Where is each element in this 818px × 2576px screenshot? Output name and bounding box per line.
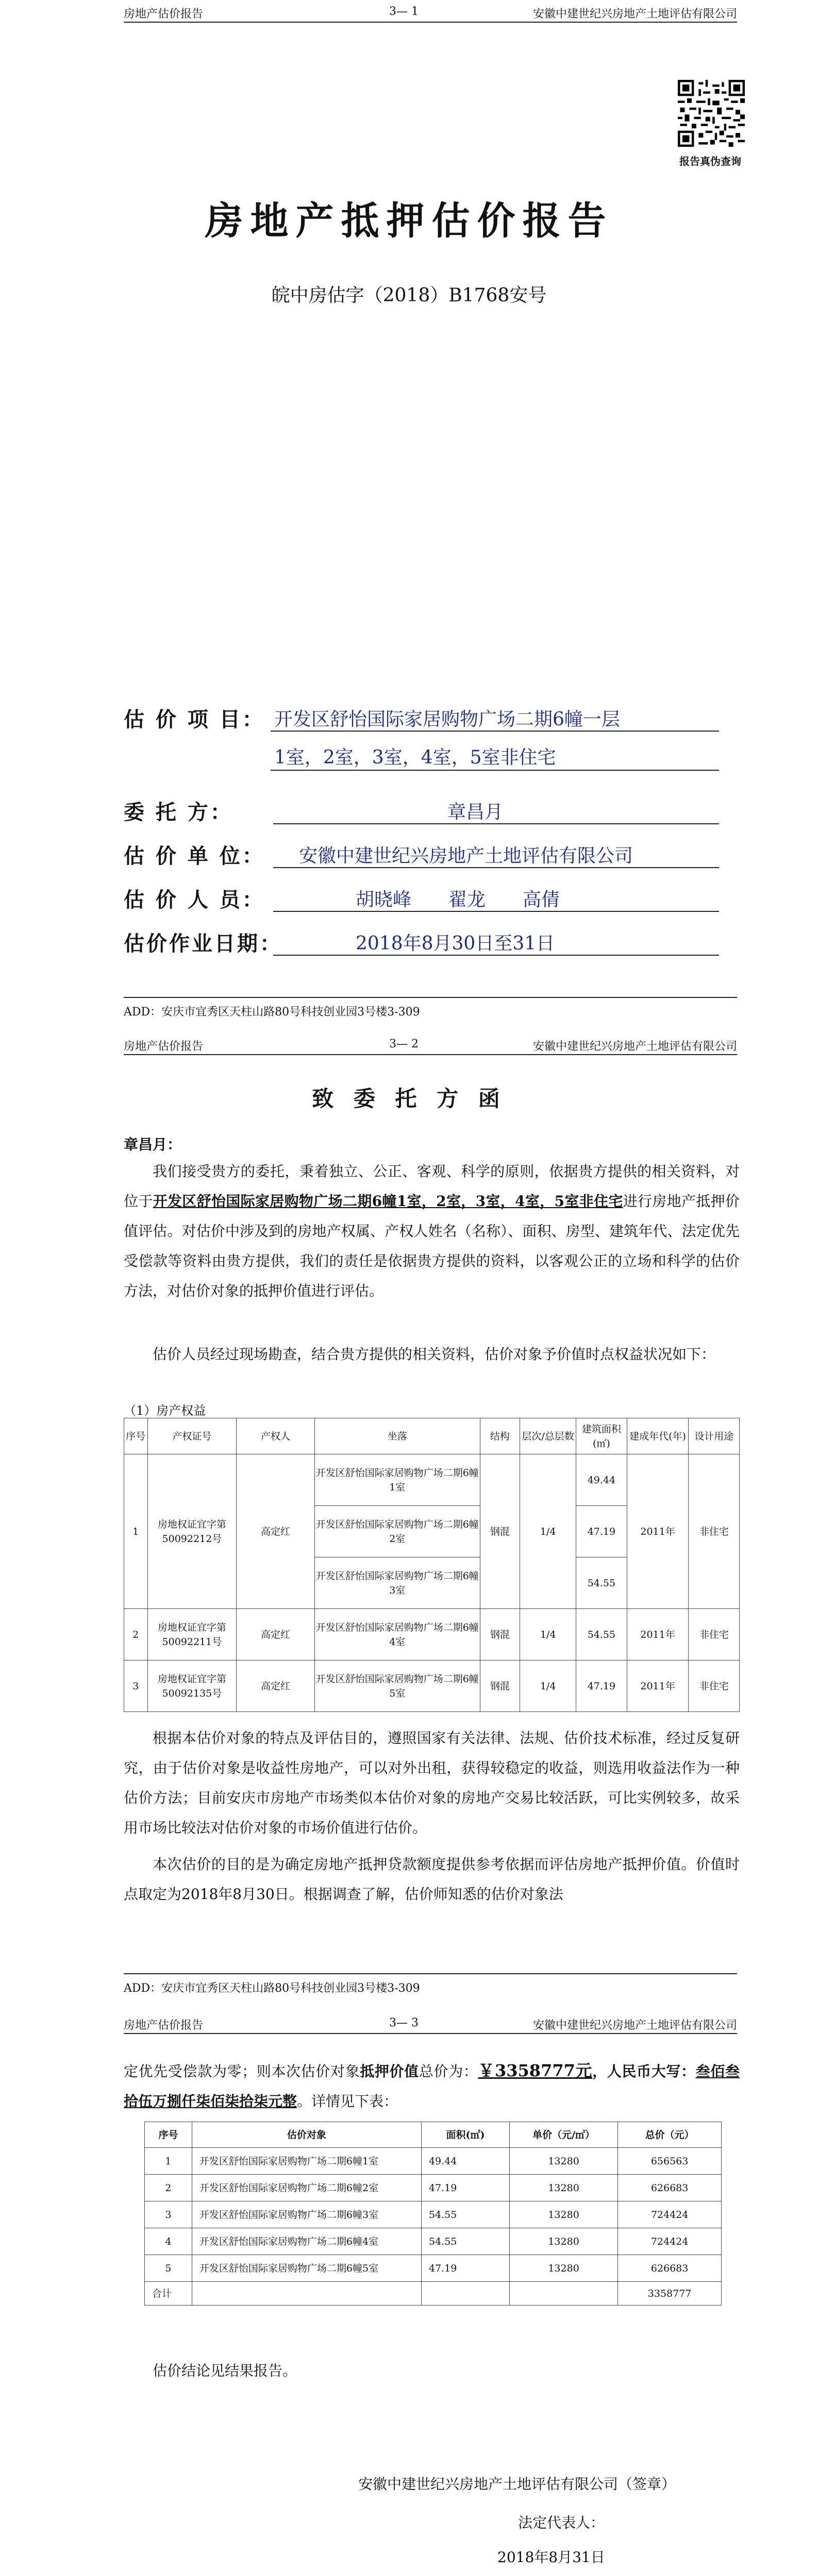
letter-title: 致 委 托 方 函 xyxy=(312,1086,506,1111)
cell-owner: 高定红 xyxy=(237,1454,315,1609)
th-use: 设计用途 xyxy=(689,1418,740,1454)
cell-no: 3 xyxy=(124,1660,148,1712)
cell-unit-price: 13280 xyxy=(510,2148,618,2175)
cell-total: 724424 xyxy=(618,2228,722,2255)
cell-total: 656563 xyxy=(618,2148,722,2175)
cell-unit-price: 13280 xyxy=(510,2201,618,2228)
letter-salutation: 章昌月： xyxy=(124,1136,182,1153)
field-value-project-2: 1室，2室，3室，4室，5室非住宅 xyxy=(274,747,556,768)
field-label-project: 估 价 项 目： xyxy=(124,707,265,732)
cell-cert: 房地权证宜字第50092212号 xyxy=(147,1454,237,1609)
cell-total: 724424 xyxy=(618,2201,722,2228)
p1-text-c: 进行房地产抵押价值评估。对估价中涉及到的房地产权属、产权人姓名（名称）、面积、房型、建筑年代、法定优先受偿款等资料由贵方提供，我们的责任是依据贵方提供的资料，以客观公正的立场和科学的估价方法，对估价对象的抵押价值进行评估。 xyxy=(124,1193,740,1299)
cell-year: 2011年 xyxy=(627,1454,689,1609)
field-label-appraiser-org: 估 价 单 位： xyxy=(124,844,265,868)
cell-area: 49.44 xyxy=(421,2148,509,2175)
underline xyxy=(273,823,719,824)
valuation-table xyxy=(144,2122,722,2306)
th-unit-price: 单价（元/㎡） xyxy=(510,2122,618,2148)
table-total-row xyxy=(145,2282,722,2306)
field-value-appraiser-org: 安徽中建世纪兴房地产土地评估有限公司 xyxy=(299,845,633,867)
qr-caption: 报告真伪查询 xyxy=(679,155,741,167)
th-area: 建筑面积(㎡) xyxy=(576,1418,627,1454)
table-row xyxy=(124,1454,740,1506)
cell-structure: 钢混 xyxy=(480,1454,520,1609)
cell-grand-total: 3358777 xyxy=(618,2282,722,2306)
field-value-appraisers: 胡晓峰 翟龙 高倩 xyxy=(356,889,560,910)
cell-area: 47.19 xyxy=(576,1506,627,1557)
cell-area: 54.55 xyxy=(421,2201,509,2228)
table-row xyxy=(124,1660,740,1712)
cell-floor: 1/4 xyxy=(520,1609,576,1660)
p5-rmb-label: ，人民币大写： xyxy=(592,2063,696,2080)
p5-mortgage-value: 抵押价值 xyxy=(360,2063,419,2080)
property-rights-table xyxy=(124,1418,740,1712)
running-header-2 xyxy=(124,1036,737,1055)
p1-text-a: 我们接受贵方的委托，秉着独立、公正、客观、科学的原则，依据贵方提供的相关资料，对位于 xyxy=(124,1163,740,1210)
table-row xyxy=(145,2175,722,2201)
header-page: 3— 1 xyxy=(389,5,419,18)
p5-total-amount: ￥3358777元 xyxy=(478,2061,593,2080)
cell-area: 54.55 xyxy=(421,2228,509,2255)
th-area: 面积(㎡) xyxy=(421,2122,509,2148)
th-no: 序号 xyxy=(145,2122,192,2148)
header-left: 房地产估价报告 xyxy=(124,8,204,21)
cell-no: 3 xyxy=(145,2201,192,2228)
underline xyxy=(271,770,719,771)
cell-location: 开发区舒怡国际家居购物广场二期6幢4室 xyxy=(314,1609,480,1660)
table-row xyxy=(145,2201,722,2228)
p5-text-a: 定优先受偿款为零；则本次估价对象 xyxy=(124,2063,360,2080)
running-header-1 xyxy=(124,3,737,23)
field-label-work-date: 估价作业日期： xyxy=(124,931,282,956)
cell-object: 开发区舒怡国际家居购物广场二期6幢4室 xyxy=(192,2228,421,2255)
letter-paragraph-2: 估价人员经过现场勘查，结合贵方提供的相关资料，估价对象予价值时点权益状况如下： xyxy=(153,1346,716,1363)
cell-area: 47.19 xyxy=(421,2175,509,2201)
table-row xyxy=(124,1609,740,1660)
running-header-3 xyxy=(124,2014,737,2034)
cell-year: 2011年 xyxy=(627,1660,689,1712)
report-title: 房地产抵押估价报告 xyxy=(205,199,613,243)
th-cert: 产权证号 xyxy=(147,1418,237,1454)
p5-text-g: 。详情见下表： xyxy=(297,2093,398,2110)
field-value-project: 开发区舒怡国际家居购物广场二期6幢一层 xyxy=(274,709,620,730)
field-value-client: 章昌月 xyxy=(447,802,504,823)
cell-no: 1 xyxy=(145,2148,192,2175)
underline xyxy=(273,867,719,868)
underline xyxy=(273,911,719,912)
table-row xyxy=(145,2255,722,2282)
cell-total: 626683 xyxy=(618,2175,722,2201)
header-page: 3— 2 xyxy=(389,1038,419,1050)
cell-no: 2 xyxy=(145,2175,192,2201)
cell-use: 非住宅 xyxy=(689,1609,740,1660)
field-label-client: 委 托 方： xyxy=(124,800,233,824)
footer-address-2: ADD：安庆市宜秀区天柱山路80号科技创业园3号楼3-309 xyxy=(124,1973,737,1995)
table1-caption: （1）房产权益 xyxy=(124,1403,206,1418)
cell-object: 开发区舒怡国际家居购物广场二期6幢3室 xyxy=(192,2201,421,2228)
cell-unit-price: 13280 xyxy=(510,2175,618,2201)
cell-use: 非住宅 xyxy=(689,1454,740,1609)
letter-paragraph-3: 根据本估价对象的特点及评估目的，遵照国家有关法律、法规、估价技术标准，经过反复研究，由于估价对象是收益性房地产，可以对外出租，获得较稳定的收益，则选用收益法作为一种估价方法；目前安庆市房地产市场类似本估价对象的房地产交易比较活跃，可比实例较多，故采用市场比较法对估价对象的市场价值进行估价。 xyxy=(124,1730,740,1836)
qr-code-icon[interactable] xyxy=(678,80,745,147)
header-left: 房地产估价报告 xyxy=(124,2019,204,2032)
th-no: 序号 xyxy=(124,1418,148,1454)
signature-company: 安徽中建世纪兴房地产土地评估有限公司（签章） xyxy=(358,2476,676,2493)
cell-owner: 高定红 xyxy=(237,1660,315,1712)
cell-no: 2 xyxy=(124,1609,148,1660)
footer-address-1: ADD：安庆市宜秀区天柱山路80号科技创业园3号楼3-309 xyxy=(124,997,737,1019)
table-row xyxy=(145,2228,722,2255)
th-structure: 结构 xyxy=(480,1418,520,1454)
header-right: 安徽中建世纪兴房地产土地评估有限公司 xyxy=(532,1040,737,1053)
cell-use: 非住宅 xyxy=(689,1660,740,1712)
p5-amount-words: 叁佰叁拾伍万捌仟柒佰柒拾柒元整 xyxy=(124,2063,740,2110)
cell-no: 5 xyxy=(145,2255,192,2282)
cell-total: 626683 xyxy=(618,2255,722,2282)
cell-object: 开发区舒怡国际家居购物广场二期6幢2室 xyxy=(192,2175,421,2201)
p1-property: 开发区舒怡国际家居购物广场二期6幢1室，2室，3室，4室，5室非住宅 xyxy=(153,1193,623,1210)
cell-location: 开发区舒怡国际家居购物广场二期6幢1室 xyxy=(314,1454,480,1506)
th-owner: 产权人 xyxy=(237,1418,315,1454)
cell-unit-price: 13280 xyxy=(510,2255,618,2282)
report-number: 皖中房估字（2018）B1768安号 xyxy=(271,285,547,306)
underline xyxy=(273,955,719,956)
cell-object: 开发区舒怡国际家居购物广场二期6幢5室 xyxy=(192,2255,421,2282)
cell-no: 1 xyxy=(124,1454,148,1609)
cell-area: 47.19 xyxy=(576,1660,627,1712)
th-object: 估价对象 xyxy=(192,2122,421,2148)
cell-floor: 1/4 xyxy=(520,1454,576,1609)
cell-owner: 高定红 xyxy=(237,1609,315,1660)
cell-area: 54.55 xyxy=(576,1609,627,1660)
letter-paragraph-5 xyxy=(124,2056,740,2116)
cell-structure: 钢混 xyxy=(480,1609,520,1660)
th-total: 总价（元） xyxy=(618,2122,722,2148)
letter-paragraph-6: 估价结论见结果报告。 xyxy=(153,2362,297,2379)
header-right: 安徽中建世纪兴房地产土地评估有限公司 xyxy=(532,2019,737,2032)
cell-area: 49.44 xyxy=(576,1454,627,1506)
cell-total-label: 合计 xyxy=(145,2282,192,2306)
cell-floor: 1/4 xyxy=(520,1660,576,1712)
th-year: 建成年代(年) xyxy=(627,1418,689,1454)
underline xyxy=(271,731,719,732)
cell-area: 54.55 xyxy=(576,1557,627,1609)
cell-location: 开发区舒怡国际家居购物广场二期6幢2室 xyxy=(314,1506,480,1557)
letter-paragraph-4: 本次估价的目的是为确定房地产抵押贷款额度提供参考依据而评估房地产抵押价值。价值时点取定为2018年8月30日。根据调查了解，估价师知悉的估价对象法 xyxy=(124,1856,740,1903)
header-right: 安徽中建世纪兴房地产土地评估有限公司 xyxy=(532,8,737,21)
signature-date: 2018年8月31日 xyxy=(497,2549,605,2566)
header-page: 3— 3 xyxy=(389,2016,419,2029)
signature-legal-rep: 法定代表人： xyxy=(518,2514,605,2531)
cell-object: 开发区舒怡国际家居购物广场二期6幢1室 xyxy=(192,2148,421,2175)
cell-location: 开发区舒怡国际家居购物广场二期6幢5室 xyxy=(314,1660,480,1712)
th-floor: 层次/总层数 xyxy=(520,1418,576,1454)
field-label-appraisers: 估 价 人 员： xyxy=(124,888,265,912)
field-value-work-date: 2018年8月30日至31日 xyxy=(356,933,555,954)
cell-structure: 钢混 xyxy=(480,1660,520,1712)
p5-text-c: 总价为： xyxy=(419,2063,478,2080)
cell-cert: 房地权证宜字第50092211号 xyxy=(147,1609,237,1660)
cell-location: 开发区舒怡国际家居购物广场二期6幢3室 xyxy=(314,1557,480,1609)
cell-unit-price: 13280 xyxy=(510,2228,618,2255)
header-left: 房地产估价报告 xyxy=(124,1040,204,1053)
th-location: 坐落 xyxy=(314,1418,480,1454)
letter-paragraph-1 xyxy=(124,1157,740,1306)
cell-area: 47.19 xyxy=(421,2255,509,2282)
cell-cert: 房地权证宜字第50092135号 xyxy=(147,1660,237,1712)
cell-no: 4 xyxy=(145,2228,192,2255)
cell-year: 2011年 xyxy=(627,1609,689,1660)
table-row xyxy=(145,2148,722,2175)
